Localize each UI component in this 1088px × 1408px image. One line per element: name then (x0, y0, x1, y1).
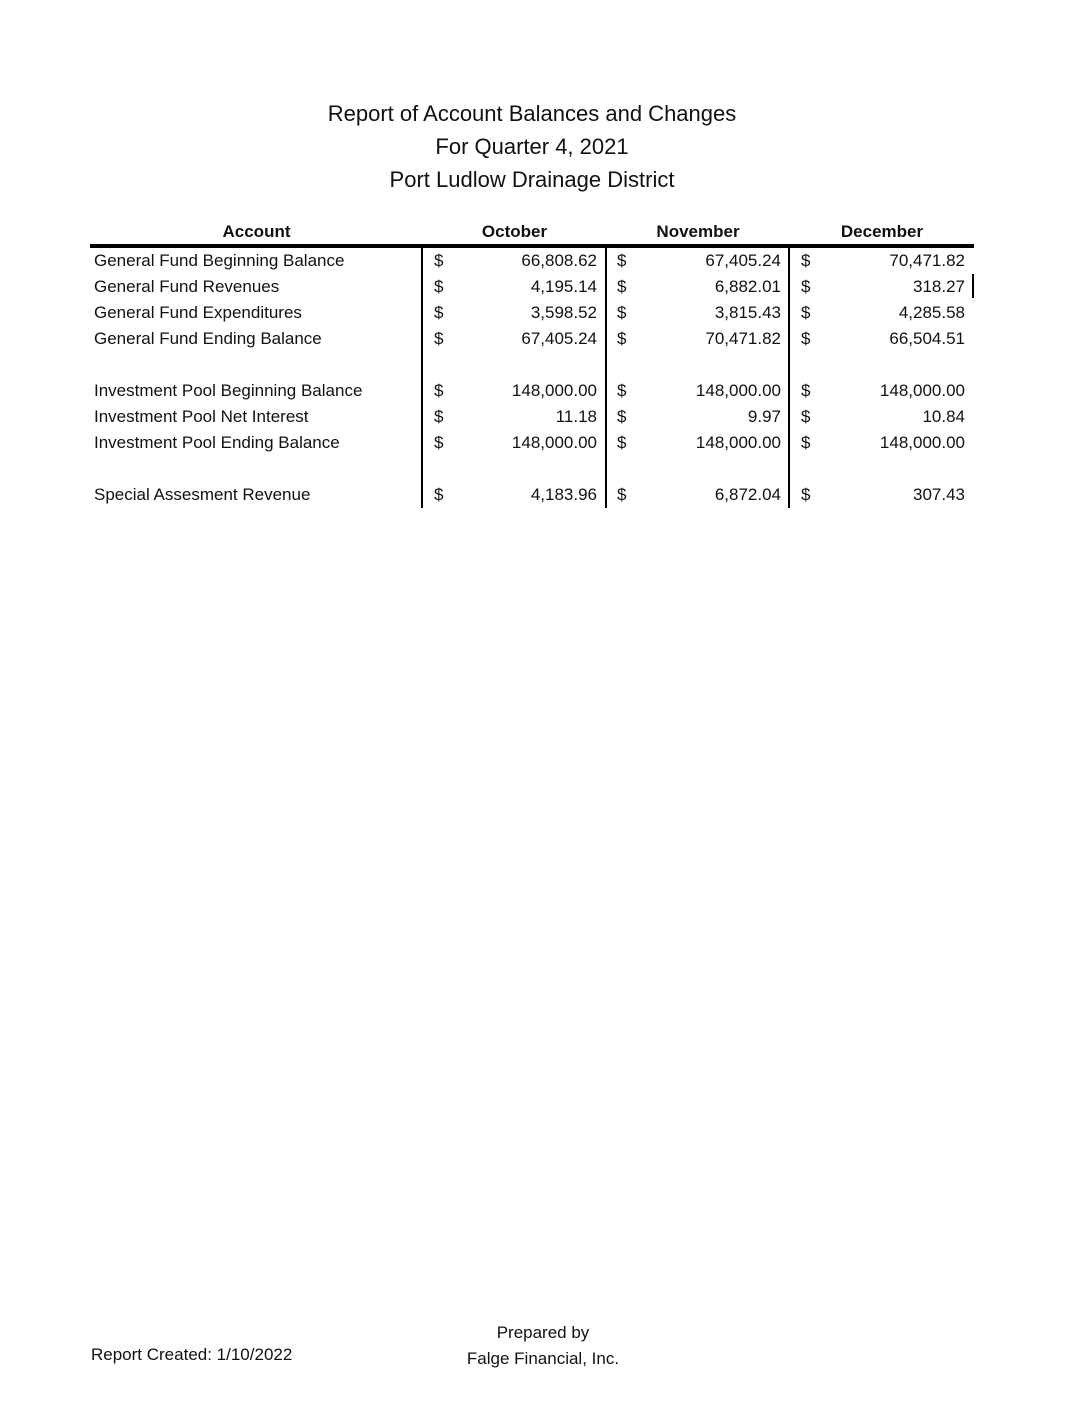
report-period: For Quarter 4, 2021 (435, 134, 629, 159)
currency-symbol: $ (434, 277, 444, 296)
table-header-row (90, 218, 974, 244)
value-november: 9.97 (747, 407, 781, 426)
currency-symbol: $ (617, 433, 627, 452)
currency-symbol: $ (617, 303, 627, 322)
prepared-by-name: Falge Financial, Inc. (466, 1349, 620, 1368)
value-december: 148,000.00 (879, 433, 965, 452)
value-november: 6,882.01 (714, 277, 781, 296)
prepared-by-block (443, 1320, 643, 1372)
table-row (90, 274, 974, 300)
report-district: Port Ludlow Drainage District (389, 167, 675, 192)
value-december: 318.27 (913, 277, 965, 296)
currency-symbol: $ (434, 251, 444, 270)
currency-symbol: $ (801, 407, 811, 426)
column-header-december: December (840, 222, 924, 241)
value-december: 4,285.58 (898, 303, 965, 322)
currency-symbol: $ (801, 433, 811, 452)
currency-symbol: $ (801, 381, 811, 400)
cell-border-mark (972, 274, 974, 298)
report-title: Report of Account Balances and Changes (327, 101, 737, 126)
currency-symbol: $ (617, 329, 627, 348)
spacer-row (90, 352, 974, 378)
account-balances-table (90, 218, 974, 508)
row-label: Investment Pool Beginning Balance (94, 381, 363, 400)
row-label: Investment Pool Net Interest (94, 407, 309, 426)
column-divider (421, 248, 423, 508)
value-october: 4,183.96 (530, 485, 597, 504)
column-header-october: October (481, 222, 548, 241)
row-label: Investment Pool Ending Balance (94, 433, 340, 452)
table-row (90, 300, 974, 326)
value-november: 70,471.82 (705, 329, 781, 348)
column-divider (605, 248, 607, 508)
currency-symbol: $ (434, 381, 444, 400)
value-november: 3,815.43 (714, 303, 781, 322)
value-october: 148,000.00 (511, 381, 597, 400)
value-december: 10.84 (922, 407, 965, 426)
currency-symbol: $ (801, 303, 811, 322)
column-header-account: Account (222, 222, 291, 241)
value-november: 67,405.24 (705, 251, 781, 270)
value-november: 6,872.04 (714, 485, 781, 504)
value-october: 4,195.14 (530, 277, 597, 296)
currency-symbol: $ (801, 277, 811, 296)
table-row (90, 482, 974, 508)
table-row (90, 326, 974, 352)
row-label: Special Assesment Revenue (94, 485, 311, 504)
currency-symbol: $ (617, 407, 627, 426)
column-divider (788, 248, 790, 508)
value-december: 66,504.51 (889, 329, 965, 348)
currency-symbol: $ (434, 303, 444, 322)
row-label: General Fund Revenues (94, 277, 280, 296)
value-october: 66,808.62 (521, 251, 597, 270)
currency-symbol: $ (617, 277, 627, 296)
currency-symbol: $ (801, 251, 811, 270)
currency-symbol: $ (434, 485, 444, 504)
row-label: General Fund Expenditures (94, 303, 302, 322)
currency-symbol: $ (617, 381, 627, 400)
value-october: 148,000.00 (511, 433, 597, 452)
currency-symbol: $ (434, 433, 444, 452)
row-label: General Fund Beginning Balance (94, 251, 345, 270)
value-december: 148,000.00 (879, 381, 965, 400)
report-created-date: Report Created: 1/10/2022 (91, 1345, 293, 1364)
value-october: 3,598.52 (530, 303, 597, 322)
table-row (90, 404, 974, 430)
currency-symbol: $ (801, 329, 811, 348)
table-row (90, 248, 974, 274)
currency-symbol: $ (434, 329, 444, 348)
table-row (90, 430, 974, 456)
value-december: 70,471.82 (889, 251, 965, 270)
value-october: 67,405.24 (521, 329, 597, 348)
value-october: 11.18 (555, 407, 597, 426)
currency-symbol: $ (434, 407, 444, 426)
column-header-november: November (656, 222, 740, 241)
value-december: 307.43 (913, 485, 965, 504)
currency-symbol: $ (617, 251, 627, 270)
prepared-by-label: Prepared by (496, 1323, 590, 1342)
spacer-row (90, 456, 974, 482)
currency-symbol: $ (617, 485, 627, 504)
report-title-block (0, 97, 1064, 196)
value-november: 148,000.00 (695, 381, 781, 400)
row-label: General Fund Ending Balance (94, 329, 322, 348)
currency-symbol: $ (801, 485, 811, 504)
value-november: 148,000.00 (695, 433, 781, 452)
table-row (90, 378, 974, 404)
